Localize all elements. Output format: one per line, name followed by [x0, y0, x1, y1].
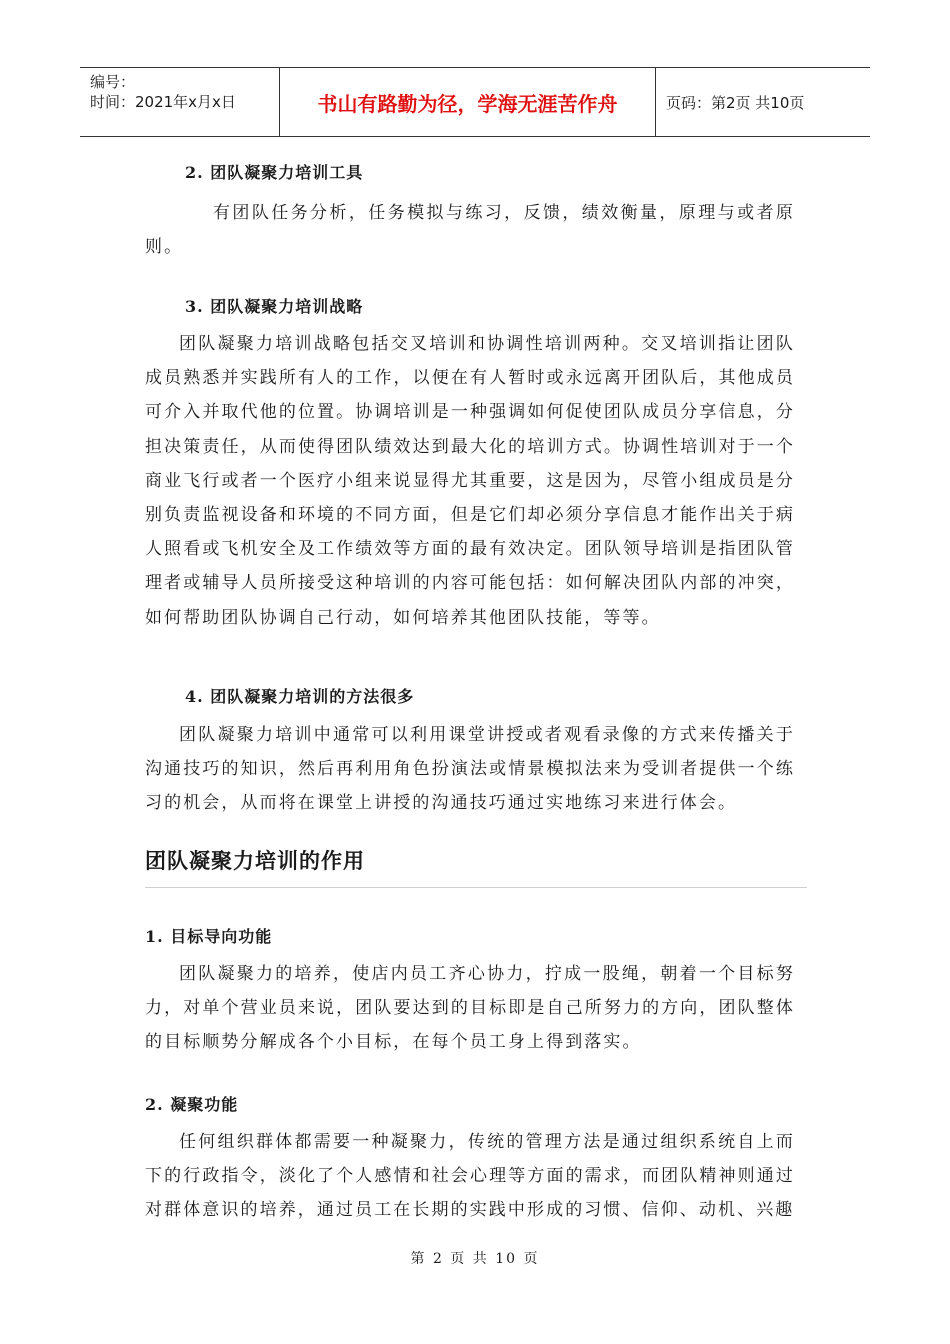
section-3-text: 团队凝聚力培训战略包括交叉培训和协调性培训两种。交叉培训指让团队成员熟悉并实践所有人的工作，以便在有人暂时或永远离开团队后，其他成员可介入并取代他的位置。协调培训是一种强调如何促使团队成员分享信息，分担决策责任，从而使得团队绩效达到最大化的培训方式。协调性培训对于一个商业飞行或者一个医疗小组来说显得尤其重要，这是因为，尽管小组成员是分别负责监视设备和环境的不同方面，但是它们却必须分享信息才能作出关于病人照看或飞机安全及工作绩效等方面的最有效决定。团队领导培训是指团队管理者或辅导人员所接受这种培训的内容可能包括：如何解决团队内部的冲突，如何帮助团队协调自己行动，如何培养其他团队技能，等等。	[145, 334, 795, 628]
section-4-text: 团队凝聚力培训中通常可以利用课堂讲授或者观看录像的方式来传播关于沟通技巧的知识，然后再利用角色扮演法或情景模拟法来为受训者提供一个练习的机会，从而将在课堂上讲授的沟通技巧通过实地练习来进行体会。	[145, 725, 795, 814]
header-motto: 书山有路勤为径，学海无涯苦作舟	[280, 68, 656, 136]
function-2-title: 2. 凝聚功能	[145, 1095, 239, 1114]
time-label: 时间：2021年x月x日	[90, 93, 236, 111]
section-2-text: 有团队任务分析，任务模拟与练习，反馈，绩效衡量，原理与或者原则。	[145, 203, 795, 258]
function-1-title: 1. 目标导向功能	[145, 927, 273, 946]
page-header	[80, 67, 870, 137]
function-1-text: 团队凝聚力的培养，使店内员工齐心协力，拧成一股绳，朝着一个目标努力，对单个营业员来说，团队要达到的目标即是自己所努力的方向，团队整体的目标顺势分解成各个小目标，在每个员工身上得到落实。	[145, 964, 795, 1053]
function-2-text: 任何组织群体都需要一种凝聚力，传统的管理方法是通过组织系统自上而下的行政指令，淡化了个人感情和社会心理等方面的需求，而团队精神则通过对群体意识的培养，通过员工在长期的实践中形成的习惯、信仰、动机、兴趣	[145, 1132, 795, 1221]
header-page-info: 页码：第2页 共10页	[666, 93, 805, 112]
page-footer: 第 2 页 共 10 页	[410, 1251, 540, 1267]
section-heading: 团队凝聚力培训的作用	[145, 848, 365, 873]
heading-divider	[145, 887, 807, 888]
section-3-title: 3. 团队凝聚力培训战略	[185, 297, 364, 316]
section-2-title: 2. 团队凝聚力培训工具	[185, 163, 364, 182]
section-4-title: 4. 团队凝聚力培训的方法很多	[185, 687, 415, 706]
header-meta	[80, 68, 280, 136]
number-label: 编号：	[90, 73, 136, 91]
